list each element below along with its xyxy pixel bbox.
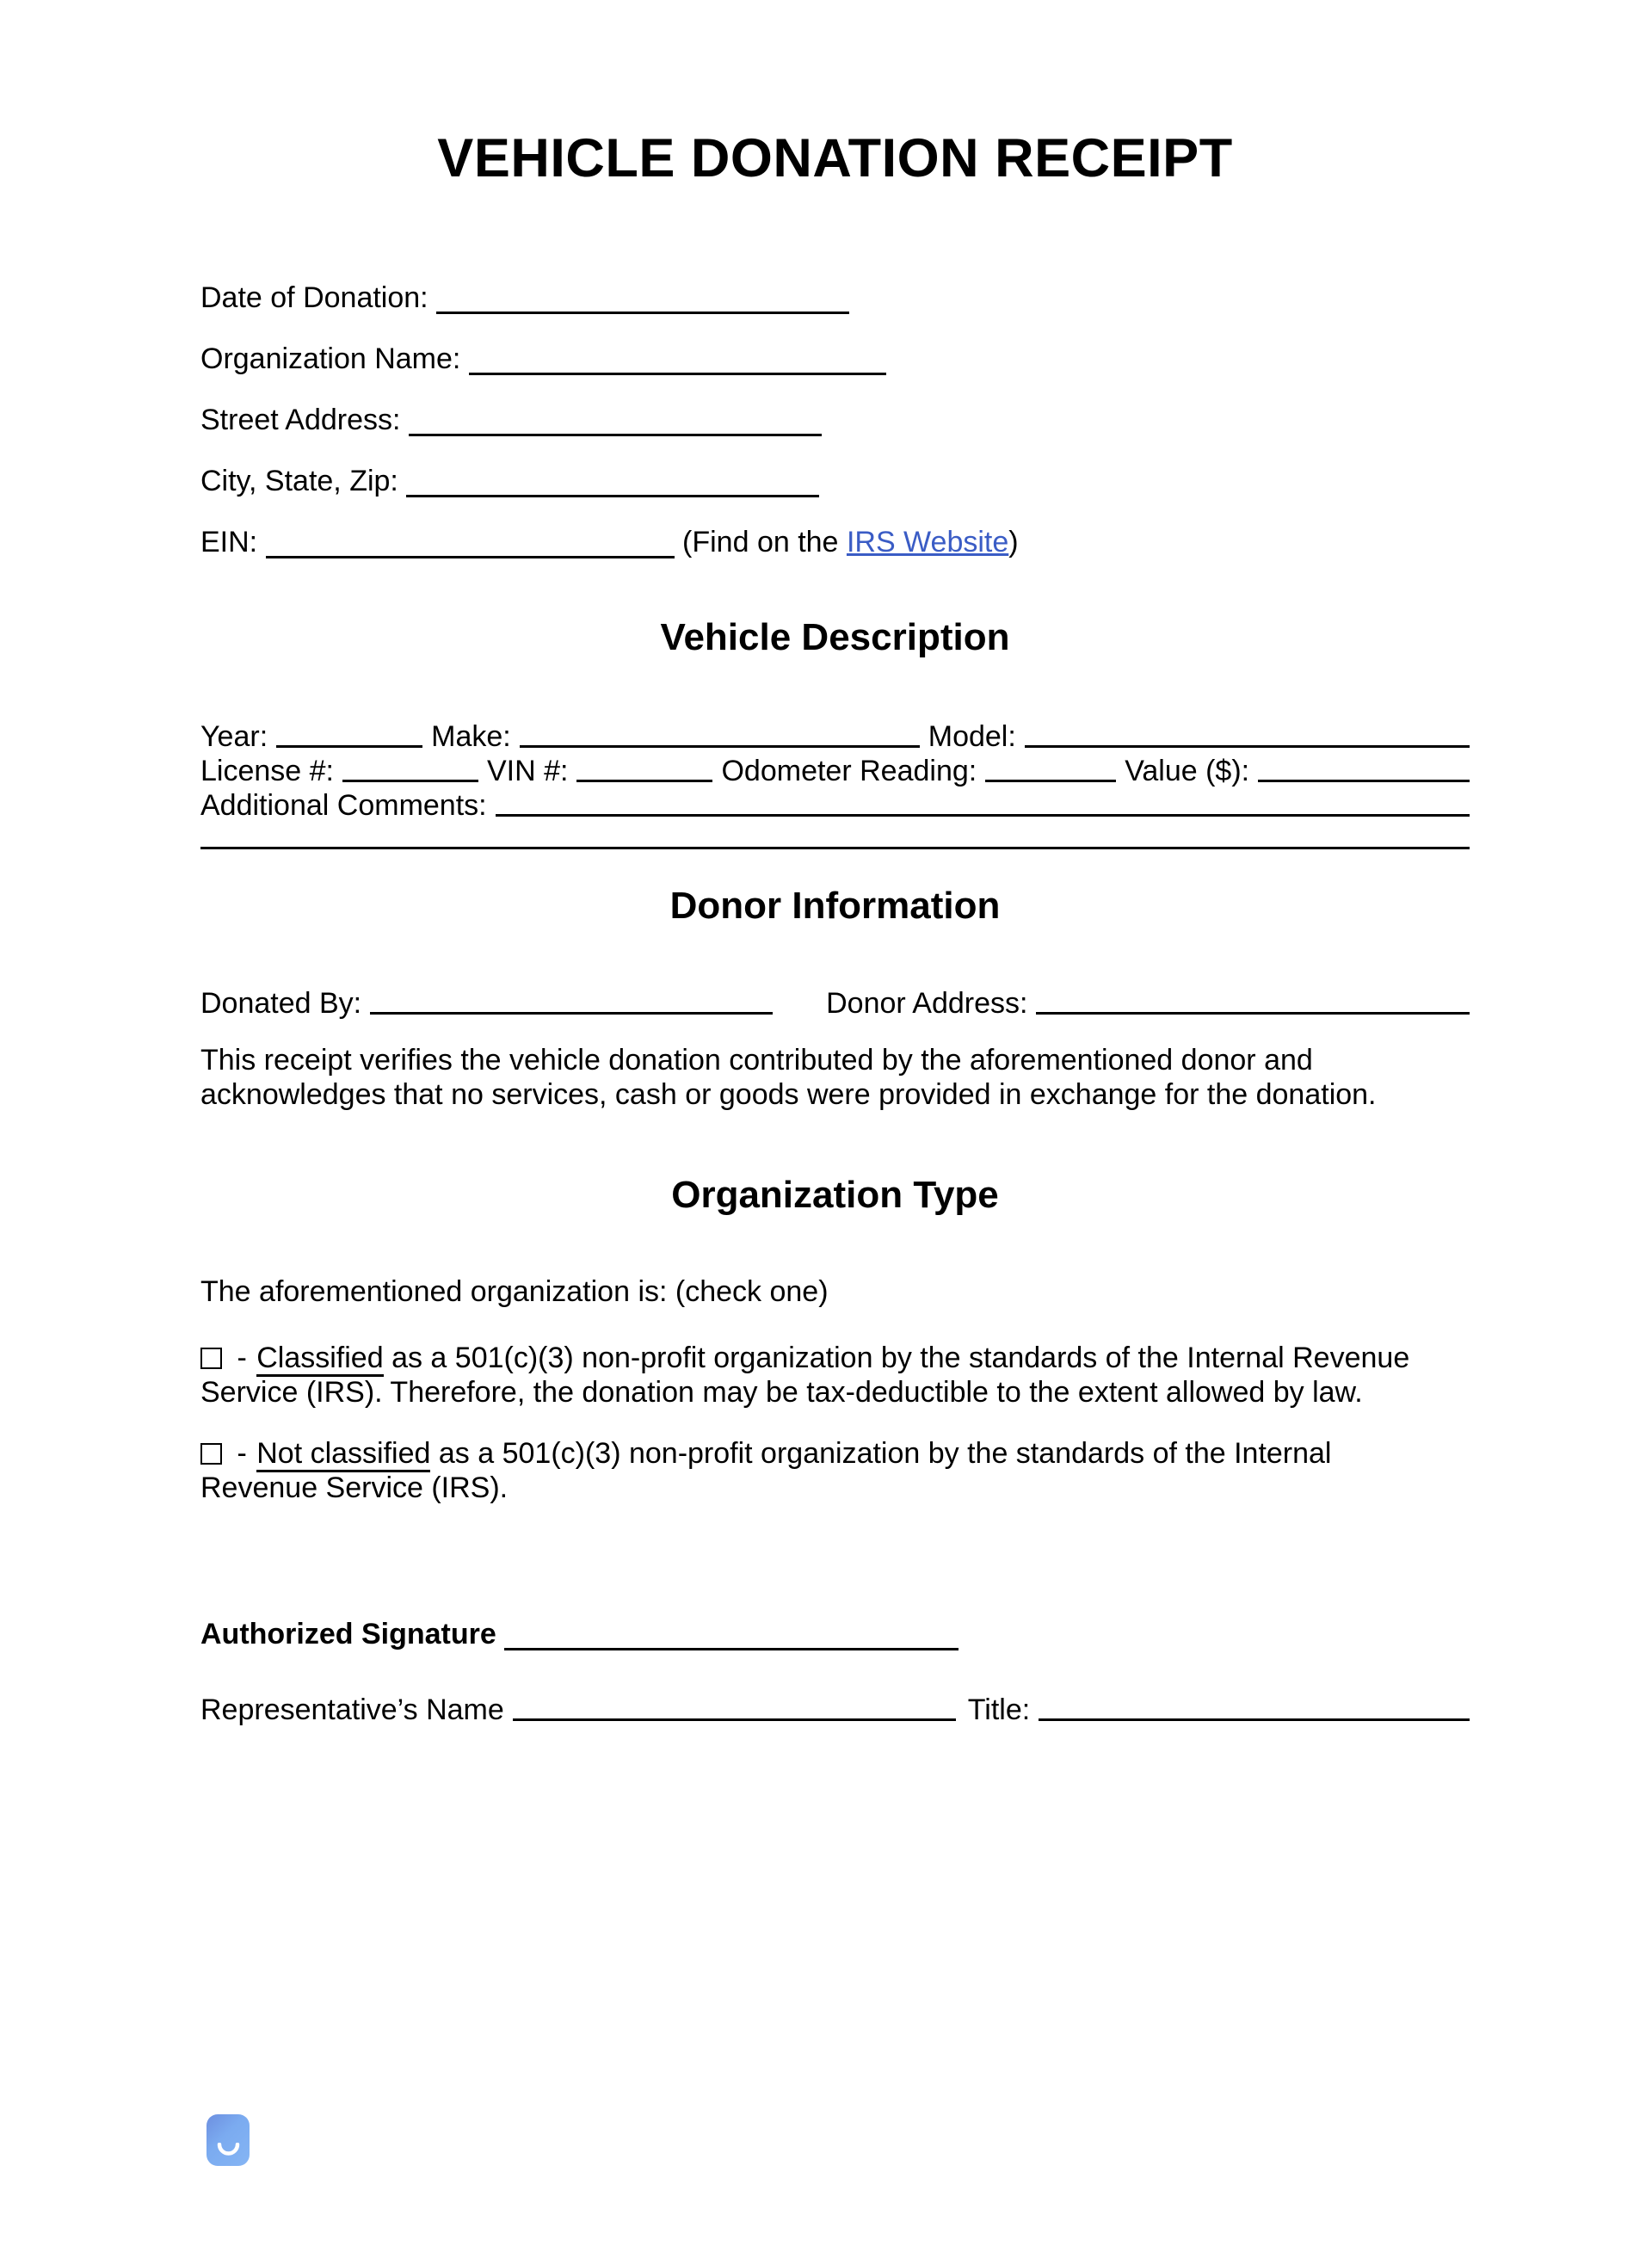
donated-by-blank[interactable] (370, 1012, 773, 1015)
license-blank[interactable] (342, 780, 478, 782)
donor-row (200, 986, 1470, 1021)
additional-comments-label: Additional Comments: (200, 789, 487, 822)
field-row-ein (200, 525, 1470, 559)
value-label: Value ($): (1125, 755, 1250, 787)
additional-comments-extra-line[interactable] (200, 847, 1470, 849)
year-blank[interactable] (276, 745, 422, 748)
date-of-donation-label: Date of Donation: (200, 281, 428, 314)
irs-website-link[interactable]: IRS Website (846, 526, 1009, 558)
field-row-city-state-zip (200, 464, 1470, 498)
not-classified-text-line2: Revenue Service (IRS). (200, 1471, 509, 1504)
donated-by-label: Donated By: (200, 987, 362, 1020)
odometer-blank[interactable] (985, 780, 1116, 782)
eforms-logo (206, 2114, 250, 2166)
classified-keyword: Classified (256, 1342, 383, 1377)
organization-type-heading: Organization Type (671, 1174, 999, 1216)
document-page (200, 126, 1470, 1727)
organization-type-intro: The aforementioned organization is: (check one) (200, 1275, 829, 1308)
ein-note-suffix: ) (1008, 526, 1019, 558)
odometer-label: Odometer Reading: (721, 755, 977, 787)
additional-comments-blank[interactable] (496, 814, 1470, 817)
option-separator: - (237, 1437, 247, 1470)
organization-name-blank[interactable] (469, 355, 886, 375)
receipt-statement (200, 1043, 1470, 1112)
street-address-label: Street Address: (200, 404, 401, 436)
title-blank[interactable] (1039, 1718, 1470, 1721)
model-blank[interactable] (1025, 745, 1470, 748)
model-label: Model: (928, 720, 1016, 753)
street-address-blank[interactable] (409, 416, 822, 436)
vin-blank[interactable] (576, 780, 712, 782)
donor-address-blank[interactable] (1036, 1012, 1470, 1015)
title-label: Title: (967, 1694, 1031, 1726)
make-blank[interactable] (520, 745, 920, 748)
classified-checkbox-icon[interactable] (200, 1348, 222, 1369)
value-blank[interactable] (1258, 780, 1470, 782)
logo-smile-icon (217, 2143, 240, 2156)
not-classified-keyword: Not classified (256, 1437, 430, 1472)
receipt-statement-line1: This receipt verifies the vehicle donation contributed by the aforementioned donor and (200, 1044, 1313, 1077)
ein-label: EIN: (200, 526, 258, 558)
ein-blank[interactable] (266, 539, 675, 558)
vehicle-row-3 (200, 788, 1470, 823)
authorized-signature-label: Authorized Signature (200, 1618, 496, 1650)
not-classified-text-line1: as a 501(c)(3) non-profit organization by the standards of the Internal (438, 1437, 1332, 1470)
vehicle-row-1 (200, 719, 1470, 754)
vehicle-row-2 (200, 754, 1470, 788)
donor-address-label: Donor Address: (826, 987, 1028, 1020)
field-row-street-address (200, 403, 1470, 437)
year-label: Year: (200, 720, 268, 753)
authorized-signature-blank[interactable] (504, 1631, 959, 1650)
city-state-zip-label: City, State, Zip: (200, 465, 398, 497)
page-title: VEHICLE DONATION RECEIPT (437, 128, 1233, 188)
option-not-classified (200, 1436, 1470, 1505)
option-separator: - (237, 1342, 247, 1374)
representative-row (200, 1693, 1470, 1727)
make-label: Make: (431, 720, 511, 753)
receipt-statement-line2: acknowledges that no services, cash or goods were provided in exchange for the donation. (200, 1078, 1377, 1111)
representative-name-blank[interactable] (513, 1718, 956, 1721)
organization-name-label: Organization Name: (200, 342, 461, 375)
representative-name-label: Representative’s Name (200, 1694, 504, 1726)
date-of-donation-blank[interactable] (436, 294, 849, 314)
ein-note-prefix: (Find on the (682, 526, 839, 558)
vin-label: VIN #: (487, 755, 569, 787)
option-classified (200, 1341, 1470, 1410)
field-row-date (200, 281, 1470, 315)
license-label: License #: (200, 755, 334, 787)
donor-information-heading: Donor Information (669, 885, 1001, 927)
field-row-organization-name (200, 342, 1470, 376)
authorized-signature-row (200, 1617, 1470, 1651)
city-state-zip-blank[interactable] (406, 478, 819, 497)
classified-text-line2: Service (IRS). Therefore, the donation may be tax-deductible to the extent allowed by law. (200, 1376, 1363, 1409)
not-classified-checkbox-icon[interactable] (200, 1443, 222, 1465)
classified-text-line1: as a 501(c)(3) non-profit organization by the standards of the Internal Revenue (391, 1342, 1410, 1374)
vehicle-description-heading: Vehicle Description (660, 616, 1010, 658)
